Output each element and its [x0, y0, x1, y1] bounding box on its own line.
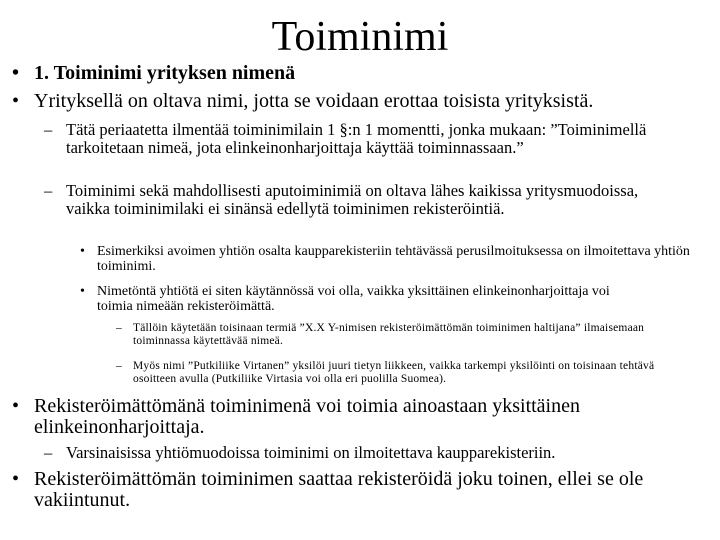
bullet-text: 1. Toiminimi yrityksen nimenä — [34, 62, 296, 84]
bullet-text: Esimerkiksi avoimen yhtiön osalta kaupparekisteriin tehtävässä perusilmoituksessa on ilmoitettava yhtiön toiminimi. — [97, 244, 690, 274]
level4-bullet-item — [116, 360, 696, 386]
bullet-text: Rekisteröimättömän toiminimen saattaa rekisteröidä joku toinen, ellei se ole vakiintunut. — [34, 468, 644, 511]
bullet-marker: • — [12, 468, 20, 490]
slide-title: Toiminimi — [271, 14, 449, 60]
sub-sub-bullet-item — [80, 285, 620, 314]
bullet-text: Toiminimi sekä mahdollisesti aputoiminimiä on oltava lähes kaikissa yritysmuodoissa, vaikka toiminimilaki ei sinänsä edellytä toiminimen rekisteröintiä. — [66, 181, 639, 218]
bullet-marker: – — [116, 322, 122, 334]
level4-bullet-item — [116, 322, 696, 348]
sub-bullet-item — [44, 121, 674, 156]
bullet-text: Myös nimi ”Putkiliike Virtanen” yksilöi juuri tietyn liikkeen, vaikka tarkempi yksilöinti on toisinaan tehtävä osoitteen avulla (Putkiliike Virtasia voi olla eri puolilla Suomea). — [133, 360, 655, 385]
bullet-marker: – — [116, 360, 122, 372]
sub-sub-bullet-item — [80, 245, 700, 274]
bullet-text: Rekisteröimättömänä toiminimenä voi toimia ainoastaan yksittäinen elinkeinonharjoittaja. — [34, 395, 580, 438]
bullet-text: Yrityksellä on oltava nimi, jotta se voidaan erottaa toisista yrityksistä. — [34, 90, 594, 112]
bullet-text: Tällöin käytetään toisinaan termiä ”X.X Y-nimisen rekisteröimättömän toiminimen haltijana” ilmaisemaan toiminnassa käytettävää nimeä. — [133, 322, 645, 347]
bullet-marker: • — [12, 90, 20, 112]
bullet-item — [12, 63, 712, 84]
bullet-marker: – — [44, 120, 53, 139]
bullet-marker: – — [44, 181, 53, 200]
sub-bullet-item — [44, 444, 704, 462]
bullet-text: Varsinaisissa yhtiömuodoissa toiminimi on ilmoitettava kaupparekisteriin. — [66, 443, 556, 462]
bullet-item — [12, 469, 712, 511]
bullet-marker: • — [80, 284, 85, 299]
bullet-marker: – — [44, 443, 53, 462]
bullet-marker: • — [12, 62, 20, 84]
bullet-item — [12, 91, 718, 112]
bullet-marker: • — [80, 244, 85, 259]
bullet-item — [12, 396, 702, 438]
bullet-text: Nimetöntä yhtiötä ei siten käytännössä voi olla, vaikka yksittäinen elinkeinonharjoittaja voi toimia nimeään rekisteröimättä. — [97, 284, 610, 314]
bullet-text: Tätä periaatetta ilmentää toiminimilain 1 §:n 1 momentti, jonka mukaan: ”Toiminimellä tarkoitetaan nimeä, jota elinkeinonharjoittaja käyttää toiminnassaan.” — [66, 120, 647, 157]
bullet-marker: • — [12, 395, 20, 417]
sub-bullet-item — [44, 182, 644, 217]
